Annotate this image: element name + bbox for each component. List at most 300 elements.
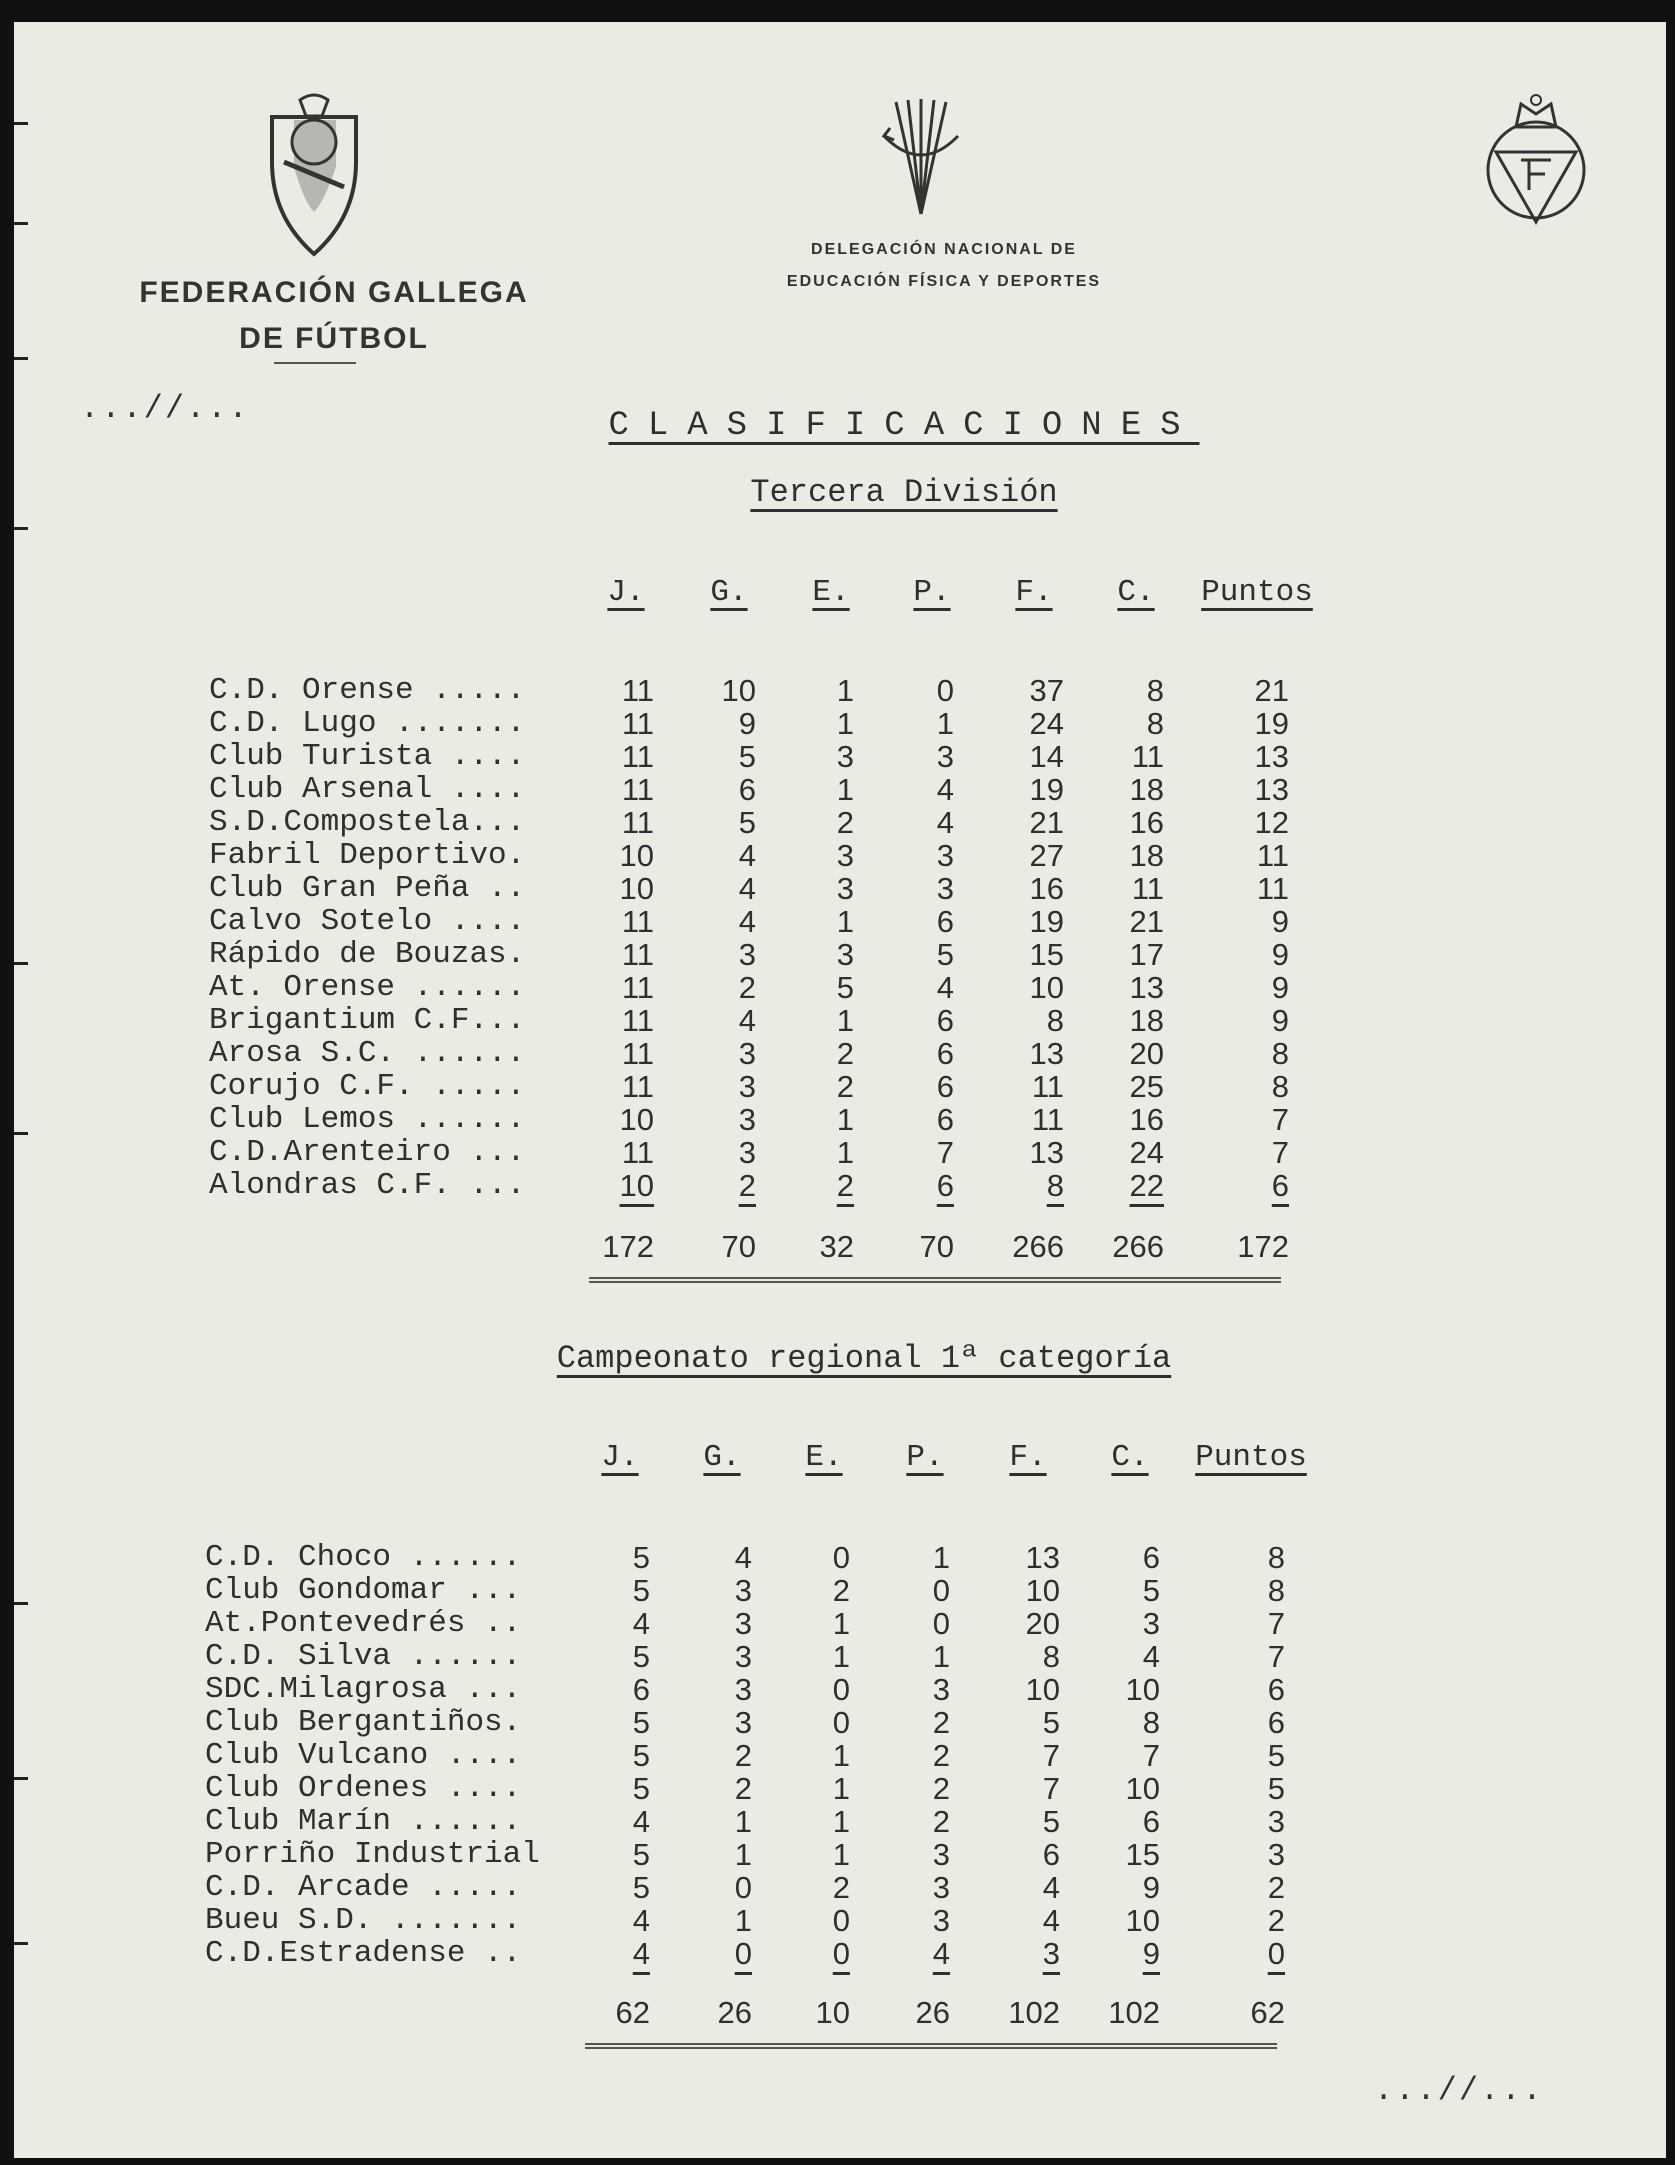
cell-goals-against: 20 — [1129, 1036, 1164, 1071]
cell-points: 2 — [1267, 1870, 1285, 1905]
cell-goals-for: 5 — [1042, 1804, 1060, 1839]
table-row — [209, 1036, 1359, 1069]
cell-played: 10 — [619, 1168, 654, 1203]
cell-points: 3 — [1267, 1837, 1285, 1872]
punch-hole — [14, 527, 28, 530]
team-name: S.D.Compostela... — [209, 805, 526, 840]
cell-played: 11 — [621, 673, 654, 708]
cell-points: 6 — [1267, 1705, 1285, 1740]
team-name: Porriño Industrial — [205, 1837, 540, 1872]
cell-points: 7 — [1271, 1135, 1289, 1170]
cell-points: 7 — [1267, 1606, 1285, 1641]
table-row — [205, 1606, 1355, 1639]
team-name: SDC.Milagrosa ... — [205, 1672, 522, 1707]
tercera-rows — [209, 673, 1359, 1201]
team-name: At.Pontevedrés .. — [205, 1606, 522, 1641]
team-name: C.D. Orense ..... — [209, 673, 526, 708]
cell-points: 8 — [1271, 1036, 1289, 1071]
team-name: Bueu S.D. ....... — [205, 1903, 522, 1938]
team-name: Club Turista .... — [209, 739, 526, 774]
cell-points: 13 — [1254, 772, 1289, 807]
table-row — [209, 904, 1359, 937]
total-points: 172 — [1237, 1229, 1289, 1264]
cell-won: 3 — [738, 1135, 756, 1170]
cell-won: 1 — [734, 1804, 752, 1839]
cell-won: 3 — [738, 937, 756, 972]
table-header — [205, 1440, 1355, 1480]
table-row — [209, 1102, 1359, 1135]
cell-played: 10 — [619, 1102, 654, 1137]
cell-lost: 5 — [936, 937, 954, 972]
cell-points: 13 — [1254, 739, 1289, 774]
cell-goals-against: 21 — [1129, 904, 1164, 939]
document-title: CLASIFICACIONES — [608, 407, 1200, 445]
cell-won: 10 — [721, 673, 756, 708]
punch-hole — [14, 1132, 28, 1135]
continuation-mark-top: ...//... — [80, 390, 250, 427]
cell-goals-against: 17 — [1129, 937, 1164, 972]
cell-goals-for: 10 — [1025, 1672, 1060, 1707]
cell-drawn: 2 — [832, 1870, 850, 1905]
team-name: Arosa S.C. ...... — [209, 1036, 526, 1071]
cell-lost: 6 — [936, 1102, 954, 1137]
col-played: J. — [601, 1440, 639, 1475]
cell-points: 3 — [1267, 1804, 1285, 1839]
cell-goals-against: 11 — [1131, 739, 1164, 774]
cell-goals-against: 16 — [1129, 805, 1164, 840]
cell-lost: 3 — [936, 739, 954, 774]
cell-won: 0 — [734, 1870, 752, 1905]
cell-goals-for: 27 — [1029, 838, 1064, 873]
cell-drawn: 2 — [832, 1573, 850, 1608]
cell-goals-against: 6 — [1142, 1804, 1160, 1839]
cell-drawn: 2 — [836, 1168, 854, 1203]
cell-drawn: 1 — [836, 673, 854, 708]
table-row — [209, 1069, 1359, 1102]
yoke-arrows-emblem — [876, 94, 966, 219]
table-row — [209, 805, 1359, 838]
total-goals-against: 102 — [1108, 1995, 1160, 2030]
cell-goals-for: 24 — [1029, 706, 1064, 741]
delegation-name: DELEGACIÓN NACIONAL DE EDUCACIÓN FÍSICA Y DEPORTES — [786, 241, 1102, 290]
cell-points: 19 — [1254, 706, 1289, 741]
cell-played: 5 — [632, 1639, 650, 1674]
cell-goals-for: 19 — [1029, 772, 1064, 807]
cell-lost: 3 — [936, 871, 954, 906]
cell-played: 4 — [632, 1804, 650, 1839]
cell-won: 4 — [734, 1540, 752, 1575]
col-won: G. — [703, 1440, 741, 1475]
regional-totals-row — [205, 1995, 1355, 2029]
cell-drawn: 0 — [832, 1903, 850, 1938]
cell-drawn: 2 — [836, 805, 854, 840]
team-name: C.D. Choco ...... — [205, 1540, 522, 1575]
cell-goals-for: 7 — [1042, 1738, 1060, 1773]
team-name: Club Vulcano .... — [205, 1738, 522, 1773]
punch-hole — [14, 1942, 28, 1945]
table-row — [209, 838, 1359, 871]
cell-goals-for: 6 — [1042, 1837, 1060, 1872]
table-row — [205, 1804, 1355, 1837]
team-name: Alondras C.F. ... — [209, 1168, 526, 1203]
col-won: G. — [710, 575, 748, 610]
cell-played: 10 — [619, 871, 654, 906]
col-lost: P. — [913, 575, 951, 610]
cell-drawn: 3 — [836, 739, 854, 774]
cell-won: 4 — [738, 838, 756, 873]
cell-goals-against: 6 — [1142, 1540, 1160, 1575]
cell-lost: 6 — [936, 1168, 954, 1203]
team-name: Calvo Sotelo .... — [209, 904, 526, 939]
cell-points: 12 — [1254, 805, 1289, 840]
table-row — [209, 739, 1359, 772]
cell-won: 2 — [734, 1738, 752, 1773]
cell-goals-against: 3 — [1142, 1606, 1160, 1641]
cell-points: 11 — [1256, 838, 1289, 873]
cell-points: 8 — [1267, 1573, 1285, 1608]
cell-points: 21 — [1254, 673, 1289, 708]
cell-drawn: 1 — [832, 1837, 850, 1872]
cell-points: 7 — [1271, 1102, 1289, 1137]
cell-won: 3 — [734, 1672, 752, 1707]
cell-won: 3 — [738, 1069, 756, 1104]
cell-played: 5 — [632, 1573, 650, 1608]
cell-played: 5 — [632, 1540, 650, 1575]
col-played: J. — [607, 575, 645, 610]
cell-drawn: 0 — [832, 1540, 850, 1575]
col-lost: P. — [906, 1440, 944, 1475]
total-points: 62 — [1250, 1995, 1285, 2030]
cell-drawn: 1 — [836, 904, 854, 939]
regional-rows — [205, 1540, 1355, 1969]
team-name: Club Arsenal .... — [209, 772, 526, 807]
team-name: Brigantium C.F... — [209, 1003, 526, 1038]
cell-goals-against: 13 — [1129, 970, 1164, 1005]
cell-points: 5 — [1267, 1771, 1285, 1806]
cell-lost: 6 — [936, 1003, 954, 1038]
double-rule — [585, 2043, 1277, 2049]
cell-goals-for: 13 — [1029, 1036, 1064, 1071]
cell-won: 9 — [738, 706, 756, 741]
cell-played: 5 — [632, 1837, 650, 1872]
total-drawn: 10 — [815, 1995, 850, 2030]
cell-drawn: 1 — [836, 1135, 854, 1170]
table-row — [209, 1003, 1359, 1036]
cell-won: 4 — [738, 871, 756, 906]
cell-drawn: 0 — [832, 1936, 850, 1971]
total-goals-for: 102 — [1008, 1995, 1060, 2030]
cell-goals-for: 7 — [1042, 1771, 1060, 1806]
cell-goals-for: 37 — [1029, 673, 1064, 708]
cell-goals-against: 8 — [1146, 706, 1164, 741]
cell-drawn: 1 — [836, 772, 854, 807]
cell-drawn: 3 — [836, 937, 854, 972]
cell-played: 11 — [621, 1036, 654, 1071]
total-lost: 26 — [915, 1995, 950, 2030]
cell-points: 9 — [1271, 904, 1289, 939]
team-name: Club Bergantiños. — [205, 1705, 522, 1740]
cell-drawn: 1 — [836, 706, 854, 741]
cell-goals-for: 8 — [1046, 1168, 1064, 1203]
table-row — [205, 1936, 1355, 1969]
cell-goals-for: 8 — [1046, 1003, 1064, 1038]
cell-goals-for: 10 — [1029, 970, 1064, 1005]
table-header — [209, 575, 1359, 615]
total-played: 62 — [615, 1995, 650, 2030]
cell-lost: 0 — [932, 1573, 950, 1608]
cell-won: 3 — [734, 1573, 752, 1608]
cell-lost: 2 — [932, 1738, 950, 1773]
col-goals-against: C. — [1117, 575, 1155, 610]
regional-standings-table — [205, 1440, 1355, 2049]
cell-points: 6 — [1267, 1672, 1285, 1707]
total-won: 70 — [721, 1229, 756, 1264]
cell-drawn: 3 — [836, 871, 854, 906]
cell-played: 11 — [621, 937, 654, 972]
cell-lost: 2 — [932, 1804, 950, 1839]
tercera-standings-table — [209, 575, 1359, 1283]
cell-goals-for: 15 — [1029, 937, 1064, 972]
cell-lost: 1 — [936, 706, 954, 741]
punch-hole — [14, 962, 28, 965]
table-row — [209, 937, 1359, 970]
cell-lost: 1 — [932, 1639, 950, 1674]
cell-lost: 2 — [932, 1705, 950, 1740]
table-row — [209, 772, 1359, 805]
cell-goals-against: 16 — [1129, 1102, 1164, 1137]
cell-won: 6 — [738, 772, 756, 807]
cell-goals-against: 9 — [1142, 1936, 1160, 1971]
team-name: Rápido de Bouzas. — [209, 937, 526, 972]
team-name: Club Gondomar ... — [205, 1573, 522, 1608]
table-row — [209, 1168, 1359, 1201]
cell-goals-for: 5 — [1042, 1705, 1060, 1740]
cell-goals-for: 13 — [1025, 1540, 1060, 1575]
table-row — [205, 1771, 1355, 1804]
cell-points: 9 — [1271, 937, 1289, 972]
cell-played: 5 — [632, 1738, 650, 1773]
cell-won: 5 — [738, 739, 756, 774]
cell-goals-against: 8 — [1142, 1705, 1160, 1740]
cell-played: 11 — [621, 1069, 654, 1104]
punch-hole — [14, 122, 28, 125]
cell-won: 2 — [738, 1168, 756, 1203]
cell-goals-against: 18 — [1129, 1003, 1164, 1038]
cell-goals-against: 18 — [1129, 838, 1164, 873]
cell-goals-against: 24 — [1129, 1135, 1164, 1170]
total-played: 172 — [602, 1229, 654, 1264]
cell-drawn: 2 — [836, 1036, 854, 1071]
cell-won: 4 — [738, 904, 756, 939]
cell-lost: 3 — [932, 1837, 950, 1872]
table-row — [205, 1540, 1355, 1573]
cell-won: 4 — [738, 1003, 756, 1038]
cell-points: 6 — [1271, 1168, 1289, 1203]
col-goals-for: F. — [1015, 575, 1053, 610]
cell-lost: 6 — [936, 1036, 954, 1071]
cell-drawn: 1 — [836, 1003, 854, 1038]
cell-played: 11 — [621, 805, 654, 840]
cell-won: 0 — [734, 1936, 752, 1971]
team-name: Club Ordenes .... — [205, 1771, 522, 1806]
cell-goals-against: 7 — [1142, 1738, 1160, 1773]
cell-played: 5 — [632, 1870, 650, 1905]
team-name: Fabril Deportivo. — [209, 838, 526, 873]
punch-hole — [14, 222, 28, 225]
team-name: Club Lemos ...... — [209, 1102, 526, 1137]
cell-lost: 2 — [932, 1771, 950, 1806]
federation-name-rule — [274, 362, 356, 364]
cell-goals-against: 10 — [1125, 1771, 1160, 1806]
cell-lost: 4 — [936, 805, 954, 840]
punch-hole — [14, 1777, 28, 1780]
cell-won: 5 — [738, 805, 756, 840]
cell-lost: 3 — [932, 1870, 950, 1905]
cell-points: 9 — [1271, 970, 1289, 1005]
cell-played: 4 — [632, 1936, 650, 1971]
cell-won: 2 — [734, 1771, 752, 1806]
cell-points: 8 — [1267, 1540, 1285, 1575]
cell-won: 3 — [734, 1639, 752, 1674]
double-rule — [589, 1277, 1281, 1283]
team-name: Club Gran Peña .. — [209, 871, 526, 906]
cell-drawn: 1 — [832, 1771, 850, 1806]
federation-shield-logo — [264, 92, 364, 257]
cell-lost: 0 — [936, 673, 954, 708]
cell-won: 3 — [738, 1102, 756, 1137]
col-goals-against: C. — [1111, 1440, 1149, 1475]
cell-goals-for: 19 — [1029, 904, 1064, 939]
cell-goals-against: 22 — [1129, 1168, 1164, 1203]
cell-goals-against: 18 — [1129, 772, 1164, 807]
table-row — [209, 706, 1359, 739]
cell-lost: 3 — [932, 1903, 950, 1938]
cell-points: 0 — [1267, 1936, 1285, 1971]
federation-name: FEDERACIÓN GALLEGA DE FÚTBOL — [139, 276, 529, 355]
team-name: C.D. Arcade ..... — [205, 1870, 522, 1905]
cell-goals-for: 21 — [1029, 805, 1064, 840]
tercera-division-heading: Tercera División — [750, 474, 1058, 511]
regional-heading: Campeonato regional 1ª categoría — [556, 1340, 1172, 1377]
cell-played: 4 — [632, 1903, 650, 1938]
cell-played: 11 — [621, 739, 654, 774]
table-row — [209, 970, 1359, 1003]
table-row — [205, 1903, 1355, 1936]
cell-drawn: 1 — [832, 1606, 850, 1641]
cell-drawn: 0 — [832, 1672, 850, 1707]
cell-goals-for: 11 — [1031, 1069, 1064, 1104]
team-name: C.D. Lugo ....... — [209, 706, 526, 741]
cell-won: 3 — [738, 1036, 756, 1071]
cell-played: 10 — [619, 838, 654, 873]
col-points: Puntos — [1195, 1440, 1307, 1475]
cell-lost: 3 — [936, 838, 954, 873]
total-goals-for: 266 — [1012, 1229, 1064, 1264]
team-name: C.D.Arenteiro ... — [209, 1135, 526, 1170]
cell-points: 11 — [1256, 871, 1289, 906]
cell-drawn: 1 — [832, 1738, 850, 1773]
cell-goals-for: 11 — [1031, 1102, 1064, 1137]
team-name: C.D. Silva ...... — [205, 1639, 522, 1674]
tercera-totals-row — [209, 1229, 1359, 1263]
cell-points: 9 — [1271, 1003, 1289, 1038]
cell-goals-for: 10 — [1025, 1573, 1060, 1608]
cell-points: 8 — [1271, 1069, 1289, 1104]
cell-won: 3 — [734, 1606, 752, 1641]
cell-played: 4 — [632, 1606, 650, 1641]
cell-played: 11 — [621, 1003, 654, 1038]
cell-goals-against: 5 — [1142, 1573, 1160, 1608]
punch-hole — [14, 1602, 28, 1605]
cell-goals-against: 4 — [1142, 1639, 1160, 1674]
table-row — [209, 871, 1359, 904]
cell-played: 11 — [621, 772, 654, 807]
total-won: 26 — [717, 1995, 752, 2030]
cell-goals-for: 3 — [1042, 1936, 1060, 1971]
cell-goals-for: 4 — [1042, 1870, 1060, 1905]
cell-lost: 6 — [936, 1069, 954, 1104]
cell-points: 7 — [1267, 1639, 1285, 1674]
cell-lost: 3 — [932, 1672, 950, 1707]
cell-won: 1 — [734, 1903, 752, 1938]
cell-drawn: 1 — [832, 1804, 850, 1839]
table-row — [209, 1135, 1359, 1168]
cell-goals-against: 10 — [1125, 1903, 1160, 1938]
team-name: Club Marín ...... — [205, 1804, 522, 1839]
royal-crest-logo — [1481, 92, 1591, 227]
cell-lost: 0 — [932, 1606, 950, 1641]
cell-goals-for: 20 — [1025, 1606, 1060, 1641]
cell-drawn: 2 — [836, 1069, 854, 1104]
cell-lost: 6 — [936, 904, 954, 939]
cell-goals-for: 16 — [1029, 871, 1064, 906]
cell-goals-against: 25 — [1129, 1069, 1164, 1104]
cell-played: 11 — [621, 970, 654, 1005]
table-row — [205, 1705, 1355, 1738]
team-name: At. Orense ...... — [209, 970, 526, 1005]
cell-lost: 7 — [936, 1135, 954, 1170]
continuation-mark-bottom: ...//... — [1374, 2072, 1544, 2109]
cell-goals-against: 11 — [1131, 871, 1164, 906]
table-row — [205, 1837, 1355, 1870]
cell-lost: 4 — [932, 1936, 950, 1971]
cell-played: 11 — [621, 904, 654, 939]
total-goals-against: 266 — [1112, 1229, 1164, 1264]
cell-goals-against: 9 — [1142, 1870, 1160, 1905]
cell-goals-for: 4 — [1042, 1903, 1060, 1938]
table-row — [205, 1738, 1355, 1771]
cell-played: 11 — [621, 1135, 654, 1170]
col-drawn: E. — [805, 1440, 843, 1475]
cell-points: 2 — [1267, 1903, 1285, 1938]
document-page — [14, 22, 1666, 2158]
team-name: C.D.Estradense .. — [205, 1936, 522, 1971]
cell-played: 6 — [632, 1672, 650, 1707]
cell-drawn: 1 — [832, 1639, 850, 1674]
table-row — [209, 673, 1359, 706]
cell-lost: 4 — [936, 970, 954, 1005]
cell-drawn: 1 — [836, 1102, 854, 1137]
cell-won: 3 — [734, 1705, 752, 1740]
cell-played: 11 — [621, 706, 654, 741]
col-points: Puntos — [1201, 575, 1313, 610]
cell-played: 5 — [632, 1705, 650, 1740]
table-row — [205, 1639, 1355, 1672]
cell-goals-against: 15 — [1125, 1837, 1160, 1872]
col-goals-for: F. — [1009, 1440, 1047, 1475]
cell-goals-against: 8 — [1146, 673, 1164, 708]
table-row — [205, 1672, 1355, 1705]
